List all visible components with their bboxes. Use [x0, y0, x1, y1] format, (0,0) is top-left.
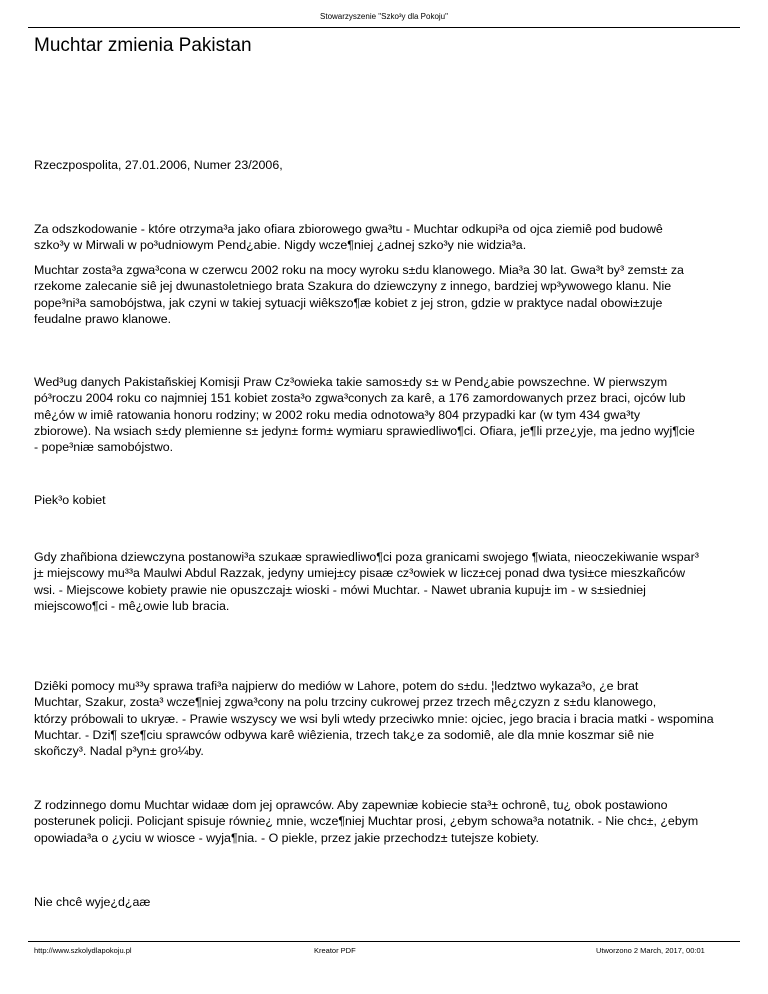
footer-url-link[interactable]: http://www.szkolydlapokoju.pl	[34, 946, 132, 955]
footer-created-date: Utworzono 2 March, 2017, 00:01	[596, 946, 705, 955]
article-paragraph-5: Dziêki pomocy mu³³y sprawa trafi³a najpierw do mediów w Lahore, potem do s±du. ¦ledztwo wykaza³o, ¿e brat Muchtar, Szakur, zosta³ wcze¶niej zgwa³cony na polu trzciny cukrowej przez trzech mê¿czyzn z s±du klanowego, którzy próbowali to ukryæ. - Prawie wszyscy we wsi byli wtedy przeciwko mnie: ojciec, jego bracia i bracia matki - wspomina Muchtar. - Dzi¶ sze¶ciu sprawców odbywa karê wiêzienia, trzech tak¿e za sodomiê, ale dla mnie koszmar siê nie skoñczy³. Nadal p³yn± gro¼by.	[34, 679, 714, 759]
header-divider	[28, 27, 740, 28]
article-paragraph-3: Wed³ug danych Pakistañskiej Komisji Praw Cz³owieka takie samos±dy s± w Pend¿abie powszechne. W pierwszym pó³roczu 2004 roku co najmniej 151 kobiet zosta³o zgwa³conych za karê, a 176 zamordowanych przez braci, ojców lub mê¿ów w imiê ratowania honoru rodziny; w 2002 roku media odnotowa³y 804 przypadki kar (w tym 434 gwa³ty zbiorowe). Na wsiach s±dy plemienne s± jedyn± form± wymiaru sprawiedliwo¶ci. Ofiara, je¶li prze¿yje, ma jedno wyj¶cie - pope³niæ samobójstwo.	[34, 375, 695, 455]
article-subheading-nie-chce-wyjezdzac: Nie chcê wyje¿d¿aæ	[34, 895, 151, 909]
footer-divider	[28, 941, 740, 942]
footer-generator: Kreator PDF	[314, 946, 356, 955]
article-title: Muchtar zmienia Pakistan	[34, 35, 252, 56]
article-paragraph-1: Za odszkodowanie - które otrzyma³a jako ofiara zbiorowego gwa³tu - Muchtar odkupi³a od ojca ziemiê pod budowê szko³y w Mirwali w po³udniowym Pend¿abie. Nigdy wcze¶niej ¿adnej szko³y nie widzia³a.	[34, 222, 663, 253]
article-subheading-pieklo-kobiet: Piek³o kobiet	[34, 493, 106, 507]
page-header-organization: Stowarzyszenie "Szko³y dla Pokoju"	[320, 12, 448, 21]
article-source: Rzeczpospolita, 27.01.2006, Numer 23/2006,	[34, 158, 283, 172]
article-paragraph-2: Muchtar zosta³a zgwa³cona w czerwcu 2002 roku na mocy wyroku s±du klanowego. Mia³a 30 lat. Gwa³t by³ zemst± za rzekome zalecanie siê jej dwunastoletniego brata Szakura do dziewczyny z innego, bardziej wp³ywowego klanu. Nie pope³ni³a samobójstwa, jak czyni w takiej sytuacji wiêkszo¶æ kobiet z jej stron, gdzie w praktyce nadal obowi±zuje feudalne prawo klanowe.	[34, 263, 684, 326]
article-paragraph-6: Z rodzinnego domu Muchtar widaæ dom jej oprawców. Aby zapewniæ kobiecie sta³± ochronê, tu¿ obok postawiono posterunek policji. Policjant spisuje równie¿ mnie, wcze¶niej Muchtar prosi, ¿ebym schowa³a notatnik. - Nie chc±, ¿ebym opowiada³a o ¿yciu w wiosce - wyja¶nia. - O piekle, przez jakie przechodz± tutejsze kobiety.	[34, 798, 699, 845]
article-paragraph-4: Gdy zhañbiona dziewczyna postanowi³a szukaæ sprawiedliwo¶ci poza granicami swojego ¶wiata, nieoczekiwanie wspar³ j± miejscowy mu³³a Maulwi Abdul Razzak, jedyny umiej±cy pisaæ cz³owiek w licz±cej ponad dwa tysi±ce mieszkañców wsi. - Miejscowe kobiety prawie nie opuszczaj± wioski - mówi Muchtar. - Nawet ubrania kupuj± im - w s±siedniej miejscowo¶ci - mê¿owie lub bracia.	[34, 550, 699, 613]
